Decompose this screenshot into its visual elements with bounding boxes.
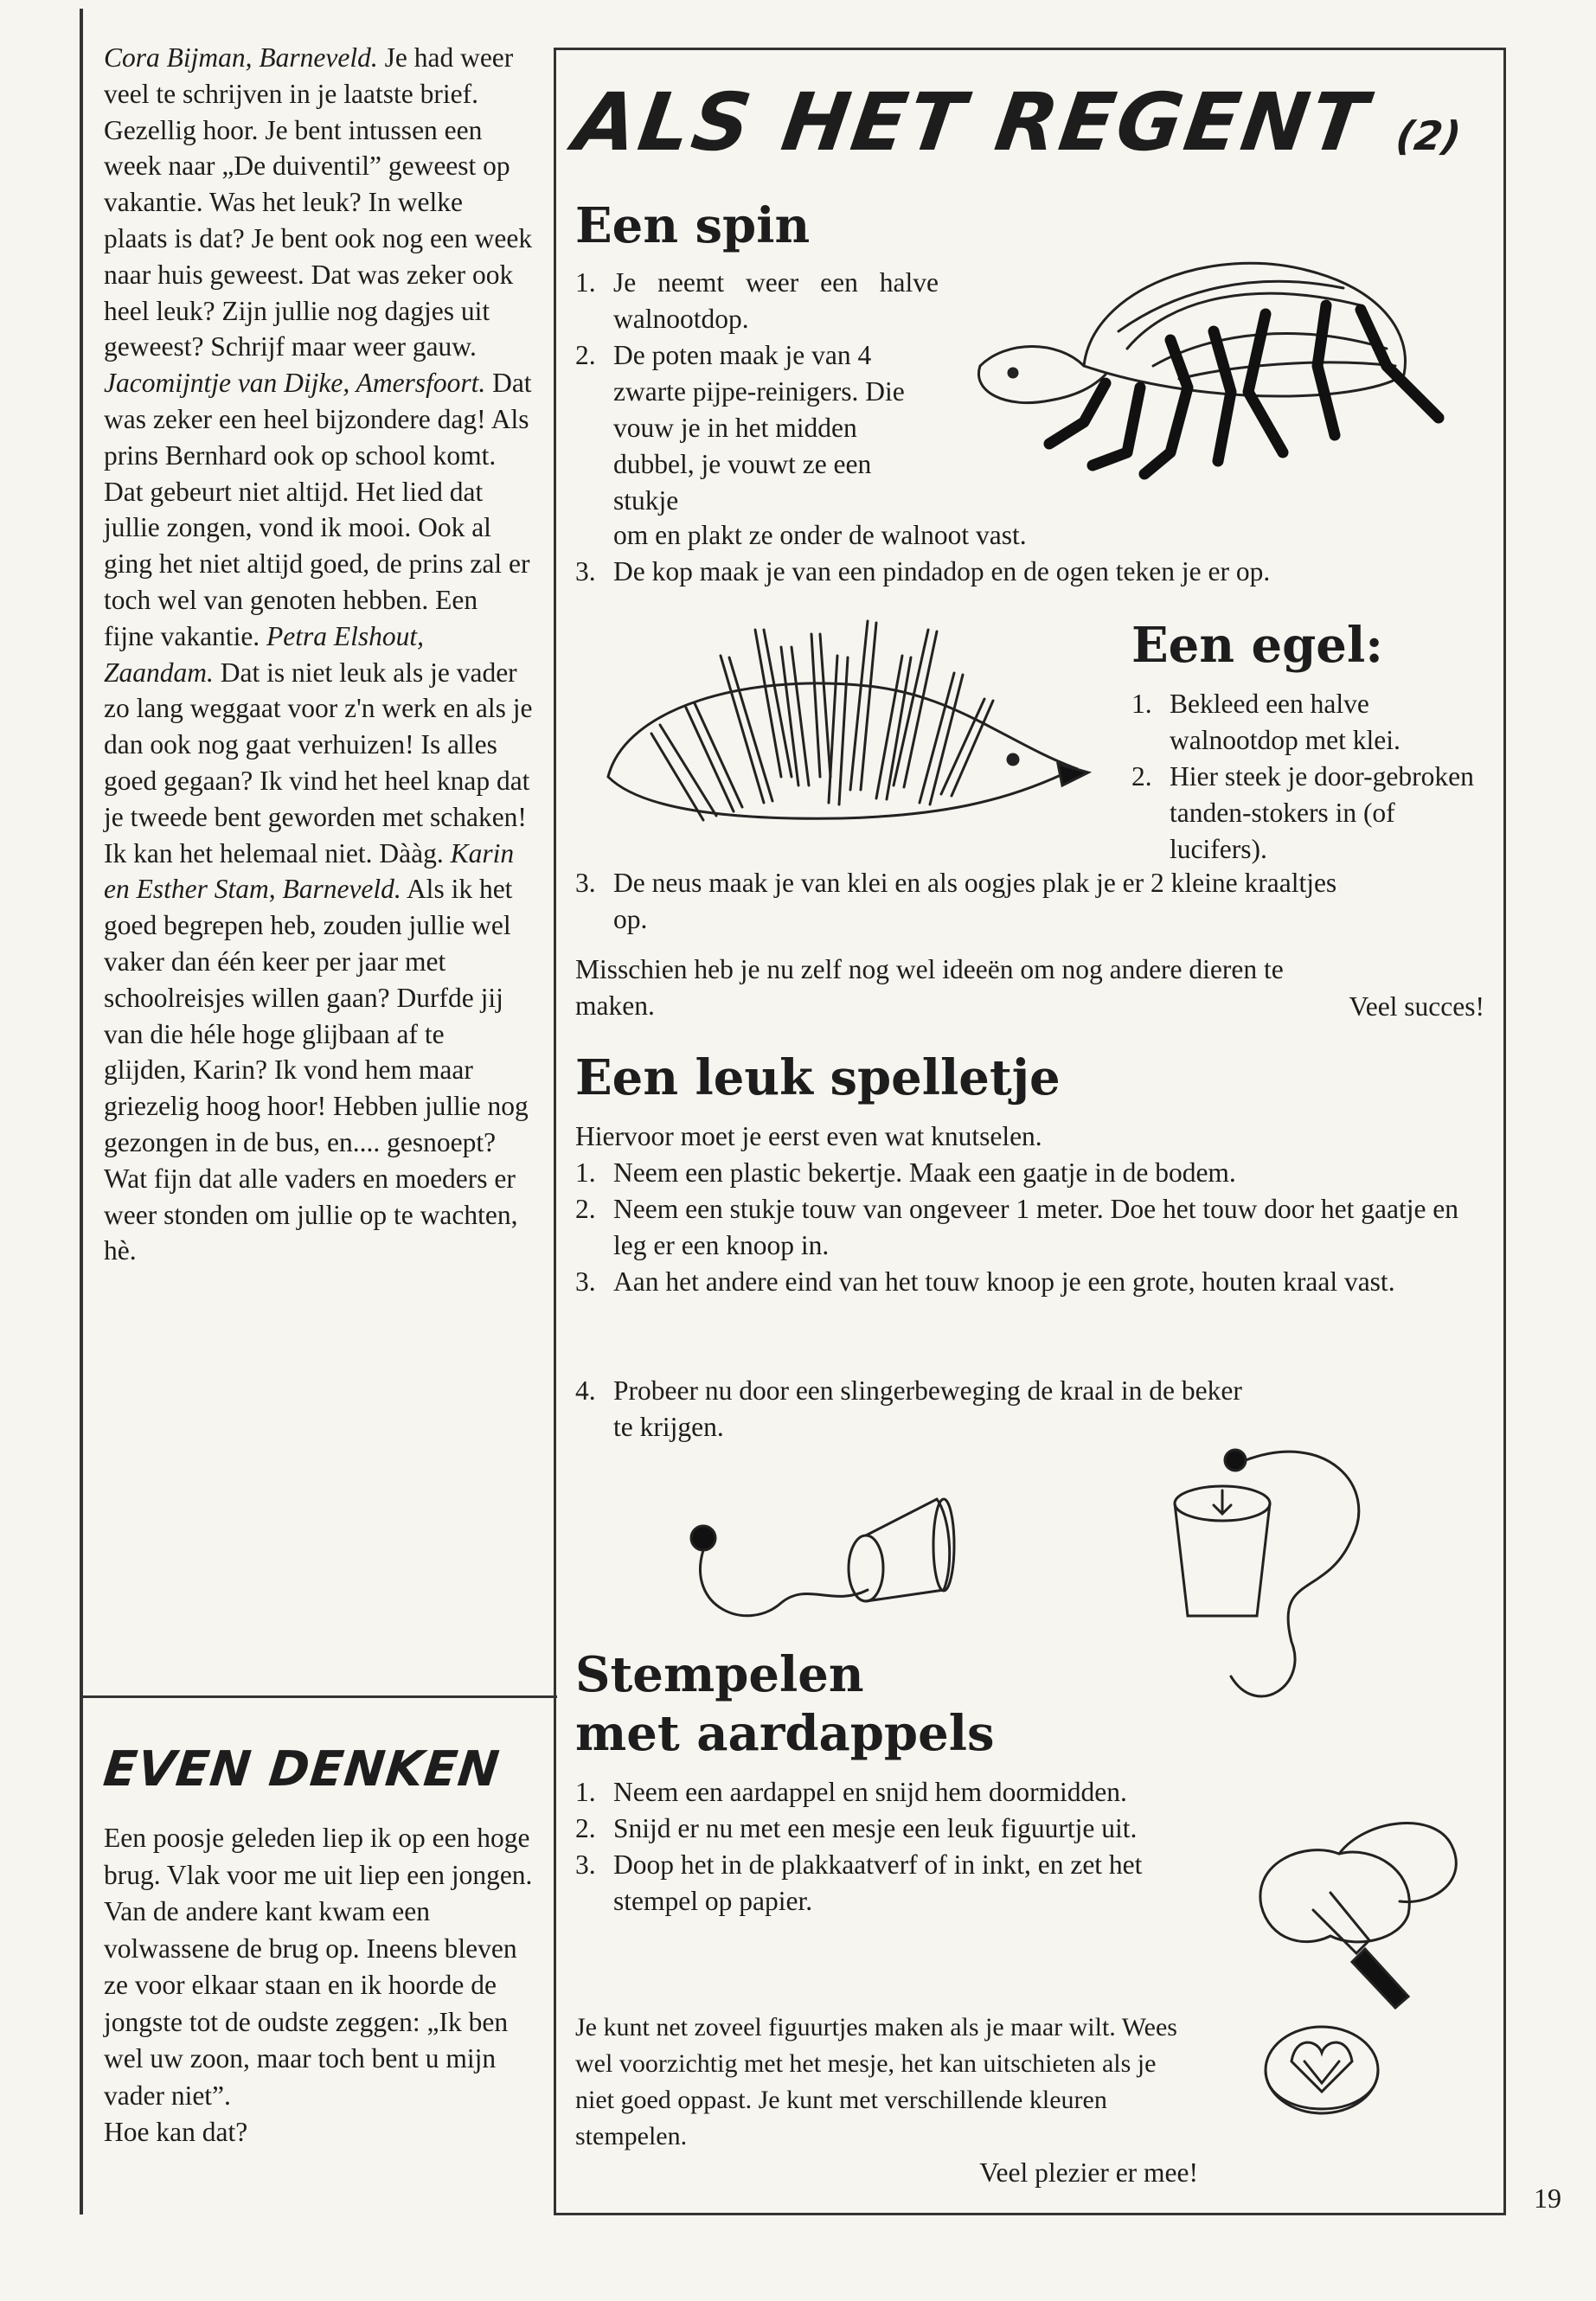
egel-step-3-block <box>575 865 1354 938</box>
potato-stamp-drawing <box>1244 1811 1477 2174</box>
even-denken-story: Een poosje geleden liep ik op een hoge brug. Vlak voor me uit liep een jongen. Van de andere kant kwam een volwassene de brug op. Ineens bleven ze voor elkaar staan en ik hoorde de jongste tot de oudste zeggen: „Ik ben wel uw zoon, maar toch bent u mijn vader niet”. <box>104 1823 533 2111</box>
step-number: 3. <box>575 1266 596 1297</box>
spin-step-2-continued <box>575 517 1492 554</box>
egel-step-2 <box>1131 759 1486 868</box>
page-title <box>568 76 1469 169</box>
letter-4-name: Karin en Esther Stam, Barneveld. <box>104 837 515 905</box>
spelletje-step-3 <box>575 1264 1492 1300</box>
knife-handle <box>1352 1949 1408 2008</box>
page-number: 19 <box>1534 2182 1561 2214</box>
spider-leg <box>1214 331 1231 461</box>
step-number: 2. <box>575 1813 596 1843</box>
spelletje-step-2 <box>575 1191 1492 1264</box>
letter-1-text: Je had weer veel te schrijven in je laatste brief. Gezellig hoor. Je bent intussen een week naar „De duiventil” geweest op vakantie. Was het leuk? In welke plaats is dat? Je bent ook nog een week naar huis geweest. Dat was zeker ook heel leuk? Zijn jullie nog dagjes uit geweest? Schrijf maar weer gauw. <box>104 42 533 362</box>
stempelen-closing: Je kunt net zoveel figuurtjes maken als je maar wilt. Wees wel voorzichtig met het mesje, het kan uitschieten als je niet goed oppast. Je kunt met verschillende kleuren stempelen. <box>575 2013 1177 2150</box>
step-text: Hier steek je door-gebroken tanden-stokers in (of lucifers). <box>1170 761 1474 864</box>
step-number: 2. <box>1131 761 1152 792</box>
spider-leg <box>1317 305 1335 435</box>
letter-2-text: Dat was zeker een heel bijzondere dag! Als prins Bernhard ook op school komt. Dat gebeurt niet altijd. Het lied dat jullie zongen, vond ik mooi. Ook al ging het niet altijd goed, de prins zal er toch wel van genoten hebben. Een fijne vakantie. <box>104 368 532 651</box>
letters-text <box>104 40 533 1269</box>
step-number: 4. <box>575 1375 596 1406</box>
step-number: 1. <box>575 1157 596 1188</box>
letter-4-text: Als ik het goed begrepen heb, zouden jullie wel vaker dan één keer per jaar met schoolreisjes willen gaan? Durfde jij van die héle hoge glijbaan af te glijden, Karin? Ik vond hem maar griezelig hoog hoor! Hebben jullie nog gezongen in de bus, en.... gesnoept? Wat fijn dat alle vaders en moeders er weer stonden om jullie op te wachten, hè. <box>104 874 529 1266</box>
egel-closing-right: Veel succes! <box>1349 991 1484 1022</box>
hedgehog-nose <box>1058 764 1088 785</box>
egel-step-3 <box>575 865 1354 938</box>
hedgehog-spikes <box>651 621 993 820</box>
even-denken-text <box>104 1820 536 2151</box>
egel-heading: Een egel: <box>1131 617 1383 674</box>
spider-legs <box>1049 305 1439 474</box>
knife-blade <box>1313 1893 1369 1953</box>
bead <box>691 1526 715 1550</box>
stempelen-step-1 <box>575 1774 1155 1811</box>
string <box>700 1550 868 1616</box>
spelletje-steps-1-3 <box>575 1155 1492 1300</box>
step-number: 1. <box>575 267 596 298</box>
stempelen-heading-line-2: met aardappels <box>575 1705 995 1762</box>
even-denken-title: EVEN DENKEN <box>100 1741 503 1798</box>
page-title-text: ALS HET REGENT <box>568 76 1375 169</box>
letter-3-text: Dat is niet leuk als je vader zo lang weggaat voor z'n werk en als je dan ook nog gaat verhuizen! Is alles goed gegaan? Ik vind het heel knap dat je tweede bent geworden met schaken! Ik kan het helemaal niet. Dààg. <box>104 657 533 868</box>
letter-1-name: Cora Bijman, Barneveld. <box>104 42 378 73</box>
bead <box>1225 1450 1246 1471</box>
step-number: 3. <box>575 1849 596 1880</box>
step-text: De kop maak je van een pindadop en de ogen teken je er op. <box>613 556 1271 586</box>
spin-step-2 <box>575 337 939 519</box>
arrow-icon <box>1214 1490 1231 1514</box>
step-number: 3. <box>575 556 596 586</box>
step-text: Snijd er nu met een mesje een leuk figuurtje uit. <box>613 1813 1138 1843</box>
stempelen-closing-right: Veel plezier er mee! <box>979 2157 1198 2188</box>
spider-eye <box>1009 369 1017 377</box>
step-number: 3. <box>575 868 596 898</box>
stempelen-step-3 <box>575 1847 1155 1920</box>
egel-step-1 <box>1131 686 1486 759</box>
spin-steps-1-2 <box>575 265 939 519</box>
step-text: Aan het andere eind van het touw knoop je een grote, houten kraal vast. <box>613 1266 1395 1297</box>
spin-step-3 <box>575 554 1492 590</box>
hedgehog-eye <box>1008 754 1018 765</box>
letter-3-name: Petra Elshout, Zaandam. <box>104 620 425 688</box>
potato-half <box>1339 1823 1456 1902</box>
stamp-potato-side <box>1266 2070 1378 2109</box>
step-text: om en plakt ze onder de walnoot vast. <box>613 520 1027 550</box>
spider-drawing <box>954 236 1456 513</box>
spelletje-heading: Een leuk spelletje <box>575 1049 1061 1106</box>
letter-2-name: Jacomijntje van Dijke, Amersfoort. <box>104 368 486 399</box>
step-number: 1. <box>575 1777 596 1807</box>
letters-column <box>80 9 550 2214</box>
step-number: 2. <box>575 340 596 370</box>
column-divider <box>83 1695 557 1698</box>
spin-steps-2b-3 <box>575 517 1492 590</box>
even-denken-question: Hoe kan dat? <box>104 2117 248 2147</box>
step-text: Neem een stukje touw van ongeveer 1 meter. Doe het touw door het gaatje en leg er een knoop in. <box>613 1194 1459 1260</box>
spin-step-1 <box>575 265 939 337</box>
step-text: Doop het in de plakkaatverf of in inkt, en zet het stempel op papier. <box>613 1849 1143 1916</box>
step-number: 2. <box>575 1194 596 1224</box>
step-text: De poten maak je van 4 zwarte pijpe-reinigers. Die vouw je in het midden dubbel, je vouwt ze een stukje <box>613 340 905 516</box>
egel-steps-1-2 <box>1131 686 1486 868</box>
hedgehog-drawing <box>591 604 1101 863</box>
step-text: Je neemt weer een halve walnootdop. <box>613 267 939 334</box>
step-text: Neem een aardappel en snijd hem doormidden. <box>613 1777 1127 1807</box>
step-number: 1. <box>1131 689 1152 719</box>
egel-closing: Misschien heb je nu zelf nog wel ideeën om nog andere dieren te maken. <box>575 954 1284 1021</box>
spelletje-intro: Hiervoor moet je eerst even wat knutselen. <box>575 1121 1042 1151</box>
page-title-suffix: (2) <box>1393 112 1465 159</box>
step-text: De neus maak je van klei en als oogjes plak je er 2 kleine kraaltjes op. <box>613 868 1337 934</box>
step-text: Probeer nu door een slingerbeweging de kraal in de beker te krijgen. <box>613 1375 1242 1442</box>
potato-half <box>1260 1850 1409 1942</box>
spin-heading: Een spin <box>575 197 811 254</box>
step-text: Bekleed een halve walnootdop met klei. <box>1170 689 1401 755</box>
als-het-regent-box <box>554 48 1506 2215</box>
stempelen-step-2 <box>575 1811 1155 1847</box>
stempelen-steps <box>575 1774 1155 1920</box>
spelletje-step-1 <box>575 1155 1492 1191</box>
step-text: Neem een plastic bekertje. Maak een gaatje in de bodem. <box>613 1157 1236 1188</box>
stempelen-heading-line-1: Stempelen <box>575 1646 864 1703</box>
